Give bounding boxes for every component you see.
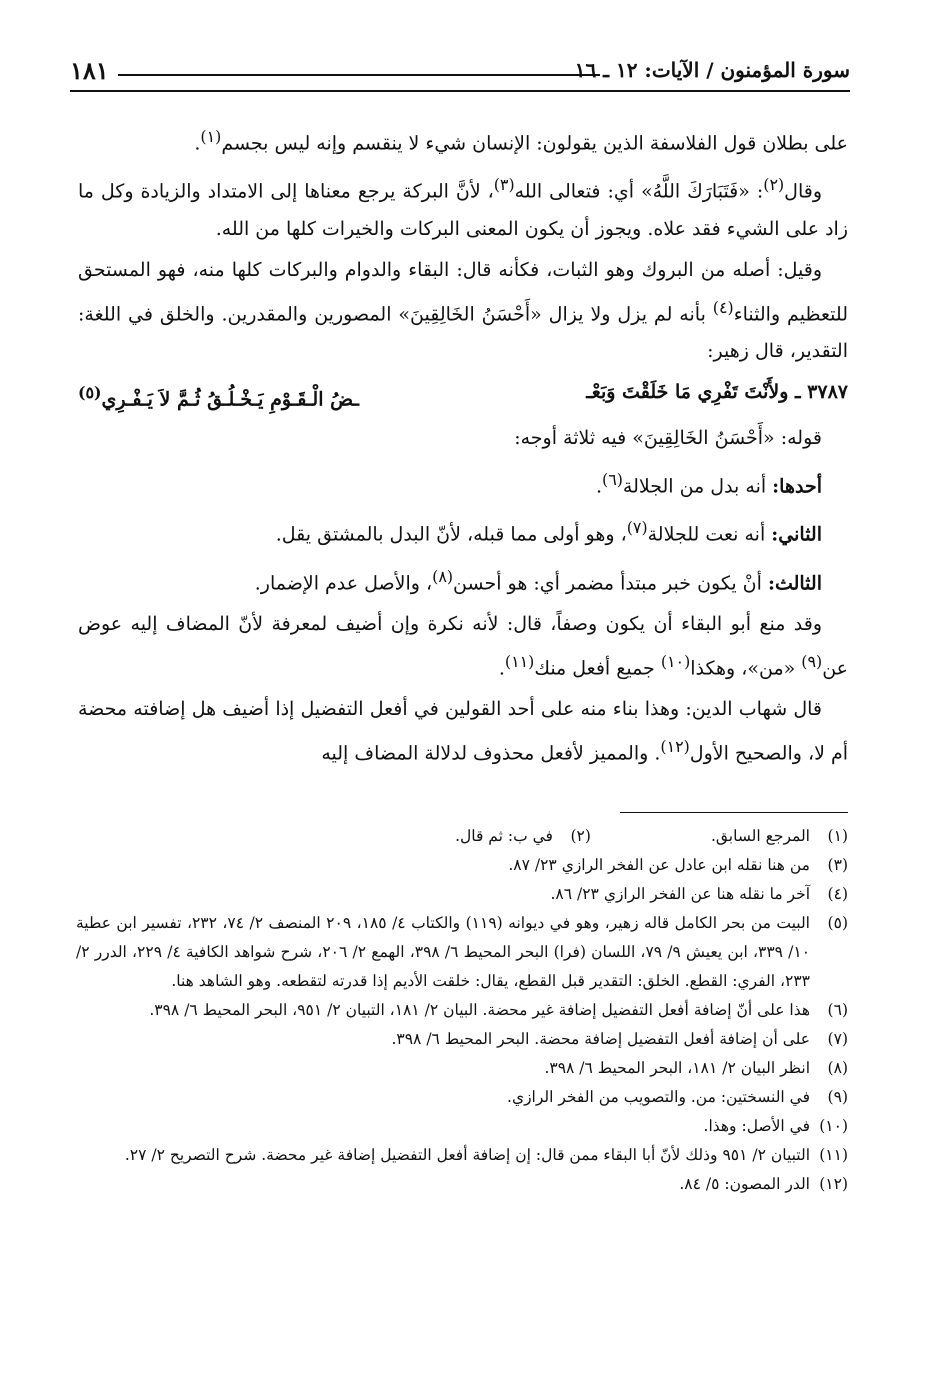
main-text (78, 118, 848, 777)
footnote-text: في النسختين: من. والتصويب من الفخر الرازي. (507, 1088, 810, 1106)
paragraph-text: وقيل: أصله من البروك وهو الثبات، فكأنه قال: البقاء والدوام والبركات كلها منه، فهو المستحق للتعظيم والثناء (78, 258, 848, 325)
footnote-number: (٦) (827, 1001, 848, 1019)
footnote-4 (76, 880, 848, 909)
verse-second-hemistich (78, 374, 359, 418)
footnote-separator (620, 812, 848, 813)
footnote-9 (76, 1083, 848, 1112)
page-number: ١٨١ (70, 56, 109, 85)
footnote-text: التبيان ٢/ ٩٥١ وذلك لأنّ أبا البقاء ممن قال: إن إضافة أفعل التفضيل إضافة غير محضة. شرح التصريح ٢/ ٢٧. (124, 1146, 810, 1164)
footnote-12 (76, 1170, 848, 1199)
paragraph-7 (78, 558, 848, 602)
footnote-10 (76, 1112, 848, 1141)
paragraph-text: أنه نعت للجلالة (647, 523, 772, 546)
paragraph-text: . (498, 657, 505, 680)
paragraph-4 (78, 420, 848, 457)
footnote-ref: (٨) (432, 566, 454, 586)
section-label: الثالث: (767, 571, 822, 594)
footnote-number: (٧) (827, 1030, 848, 1048)
footnote-number: (٩) (827, 1088, 848, 1106)
footnote-number: (١٢) (819, 1175, 848, 1193)
footnote-number: (١) (827, 827, 848, 845)
paragraph-text: قوله: «أَحْسَنُ الخَالِقِينَ» فيه ثلاثة أوجه: (514, 426, 822, 449)
footnote-number: (١١) (819, 1146, 848, 1164)
section-label: الثاني: (771, 523, 822, 546)
footnote-6 (76, 996, 848, 1025)
footnote-text: آخر ما نقله هنا عن الفخر الرازي ٢٣/ ٨٦. (550, 885, 810, 903)
footnote-text: الدر المصون: ٥/ ٨٤. (679, 1175, 810, 1193)
footnote-number: (٤) (827, 885, 848, 903)
header-rule (118, 74, 600, 76)
footnote-text: على أن إضافة أفعل التفضيل إضافة محضة. البحر المحيط ٦/ ٣٩٨. (391, 1030, 810, 1048)
paragraph-text: وقد منع أبو البقاء أن يكون وصفاً، قال: لأنه نكرة وإن أضيف لمعرفة لأنّ المضاف إليه عوض عن (78, 612, 848, 680)
running-header (70, 52, 850, 92)
paragraph-text: جميع أفعل منك (534, 657, 661, 680)
paragraph-text: : «فَتَبَارَكَ اللَّهُ» أي: فتعالى الله (514, 180, 764, 203)
paragraph-6 (78, 509, 848, 553)
paragraph-text: . (595, 475, 603, 498)
paragraph-5 (78, 461, 848, 505)
footnote-number: (٥) (827, 914, 848, 932)
verse-text: ـضُ الْـقَـوْمِ يَـخْـلُـقُ ثُـمَّ لاَ يَـفْـرِي (101, 388, 359, 411)
footnote-text: من هنا نقله ابن عادل عن الفخر الرازي ٢٣/ ٨٧. (508, 856, 810, 874)
footnote-number: (٢) (570, 827, 591, 845)
footnote-ref: (١٠) (660, 651, 691, 671)
poetry-verse (78, 374, 848, 414)
footnote-number: (٣) (827, 856, 848, 874)
footnote-text: هذا على أنّ إضافة أفعل التفضيل إضافة غير محضة. البيان ٢/ ١٨١، التبيان ٢/ ٩٥١، البحر المحيط ٦/ ٣٩٨. (149, 1001, 810, 1019)
footnote-2 (455, 822, 591, 851)
footnote-text: في ب: ثم قال. (455, 827, 553, 845)
footnote-ref: (١) (200, 127, 222, 146)
paragraph-text: بأنه لم يزل ولا يزال «أَحْسَنُ الخَالِقِينَ» المصورين والمقدرين. والخلق في اللغة: التقدير، قال زهير: (78, 302, 848, 362)
footnote-number: (١٠) (819, 1117, 848, 1135)
footnote-11 (76, 1141, 848, 1170)
footnote-text: المرجع السابق. (710, 827, 810, 845)
paragraph-text: أنْ يكون خبر مبتدأ مضمر أي: هو أحسن (453, 571, 768, 594)
paragraph-text: قال شهاب الدين: وهذا بناء منه على أحد القولين في أفعل التفضيل إذا أضيف هل إضافته محضة أم لا، والصحيح الأول (78, 698, 848, 765)
footnote-1 (711, 822, 848, 851)
paragraph-text: وقال (784, 180, 822, 203)
footnote-pair (76, 822, 848, 851)
footnote-text: البيت من بحر الكامل قاله زهير، وهو في ديوانه (١١٩) والكتاب ٤/ ١٨٥، ٢٠٩ المنصف ٢/ ٧٤، ٢٣٢، تفسير ابن عطية ١٠/ ٣٣٩، ابن يعيش ٩/ ٧٩، اللسان (فرا) البحر المحيط ٦/ ٣٩٨، الهمع ٢/ ٢٠٦، شرح شواهد الكافية ٤/ ٢٢٩، الدرر ٢/ ٢٣٣، الفري: القطع. الخلق: التقدير قبل القطع، يقال: خلقت الأديم إذا قدرته لتقطعه. وهو الشاهد هنا. (76, 914, 811, 990)
footnote-ref: (٤) (712, 297, 734, 317)
footnote-7 (76, 1025, 848, 1054)
footnote-3 (76, 851, 848, 880)
footnote-ref: (٩) (801, 651, 823, 671)
paragraph-2 (78, 166, 848, 247)
header-bottom-rule (70, 90, 850, 92)
paragraph-text: ، لأنَّ البركة يرجع معناها إلى الامتداد والزيادة وكل ما زاد على الشيء فقد علاه. ويجوز أن يكون المعنى البركات والخيرات كلها من الله. (78, 180, 848, 240)
footnote-ref: (٥) (78, 382, 102, 402)
paragraph-1 (78, 118, 848, 162)
paragraph-text: . والمميز لأفعل محذوف لدلالة المضاف إليه (321, 742, 661, 765)
footnote-8 (76, 1054, 848, 1083)
footnote-ref: (١٢) (660, 737, 690, 757)
paragraph-text: ، والأصل عدم الإضمار. (254, 571, 433, 594)
footnote-ref: (٣) (493, 175, 515, 195)
paragraph-text: على بطلان قول الفلاسفة الذين يقولون: الإنسان شيء لا ينقسم وإنه ليس بجسم (221, 132, 848, 155)
footnotes (76, 822, 848, 1199)
paragraph-text: «من»، وهكذا (690, 657, 802, 680)
footnote-text: انظر البيان ٢/ ١٨١، البحر المحيط ٦/ ٣٩٨. (544, 1059, 810, 1077)
paragraph-9 (78, 691, 848, 772)
paragraph-text: أنه بدل من الجلالة (622, 475, 773, 498)
footnote-ref: (٧) (626, 518, 648, 538)
footnote-ref: (٦) (602, 469, 623, 489)
header-title: سورة المؤمنون / الآيات: ١٢ ـ ١٦ (574, 58, 850, 82)
footnote-5 (76, 909, 848, 996)
footnote-text: في الأصل: وهذا. (703, 1117, 810, 1135)
footnote-number: (٨) (827, 1059, 848, 1077)
paragraph-text: . (194, 132, 201, 155)
footnote-ref: (٢) (763, 175, 785, 195)
verse-first-hemistich: ٣٧٨٧ ـ ولأَنْتَ تَفْرِي مَا خَلَقْتَ وَبَعْـ (586, 380, 848, 403)
section-label: أحدها: (772, 475, 822, 498)
paragraph-text: ، وهو أولى مما قبله، لأنّ البدل بالمشتق يقل. (275, 523, 627, 546)
paragraph-3 (78, 252, 848, 370)
paragraph-8 (78, 606, 848, 687)
footnote-ref: (١١) (504, 651, 535, 671)
